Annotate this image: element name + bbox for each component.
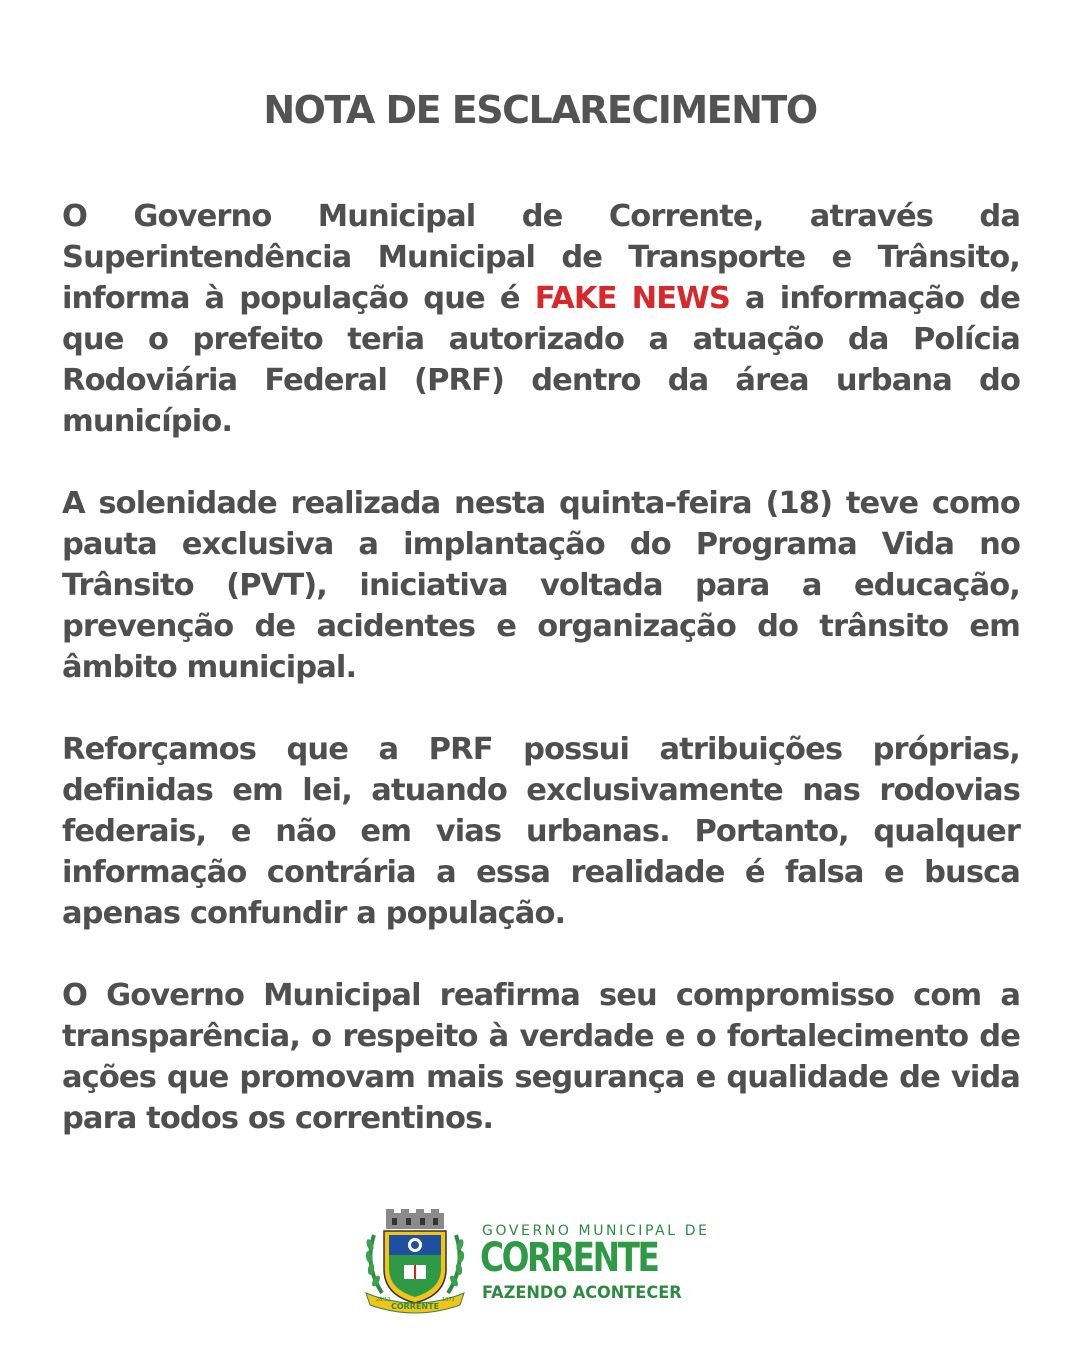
note-body — [62, 196, 1020, 1139]
logo-city-name: CORRENTE — [480, 1235, 658, 1281]
page-title: NOTA DE ESCLARECIMENTO — [263, 88, 817, 132]
paragraph-3: Reforçamos que a PRF possui atribuições próprias, definidas em lei, atuando exclusivamente nas rodovias federais, e não em vias urbanas. Portanto, qualquer informação contrária a essa realidade é falsa e busca apenas confundir a população. — [62, 732, 1020, 931]
logo-slogan: FAZENDO ACONTECER — [482, 1283, 682, 1303]
crest-year-left: 28/12 — [376, 1297, 391, 1303]
paragraph-1 — [62, 196, 1020, 442]
paragraph-1-start: O Governo Municipal de Corrente, através da Superintendência Municipal de Transporte e Trânsito, informa à população que é — [62, 199, 1020, 316]
crest-year-right: 1873 — [442, 1297, 455, 1303]
logo-government-line: GOVERNO MUNICIPAL DE — [482, 1223, 710, 1239]
paragraph-2: A solenidade realizada nesta quinta-feira (18) teve como pauta exclusiva a implantação do Programa Vida no Trânsito (PVT), iniciativa voltada para a educação, prevenção de acidentes e organização do trânsito em âmbito municipal. — [62, 486, 1020, 685]
fake-news-highlight: FAKE NEWS — [534, 281, 730, 316]
crest-banner-text: CORRENTE — [390, 1302, 440, 1311]
paragraph-4: O Governo Municipal reafirma seu compromisso com a transparência, o respeito à verdade e o fortalecimento de ações que promovam mais segurança e qualidade de vida para todos os correntinos. — [62, 978, 1020, 1136]
coat-of-arms-icon — [360, 1205, 470, 1315]
paragraph-1-end: a informação de que o prefeito teria autorizado a atuação da Polícia Rodoviária Federal (PRF) dentro da área urbana do município. — [62, 281, 1020, 439]
government-logo — [360, 1205, 720, 1315]
